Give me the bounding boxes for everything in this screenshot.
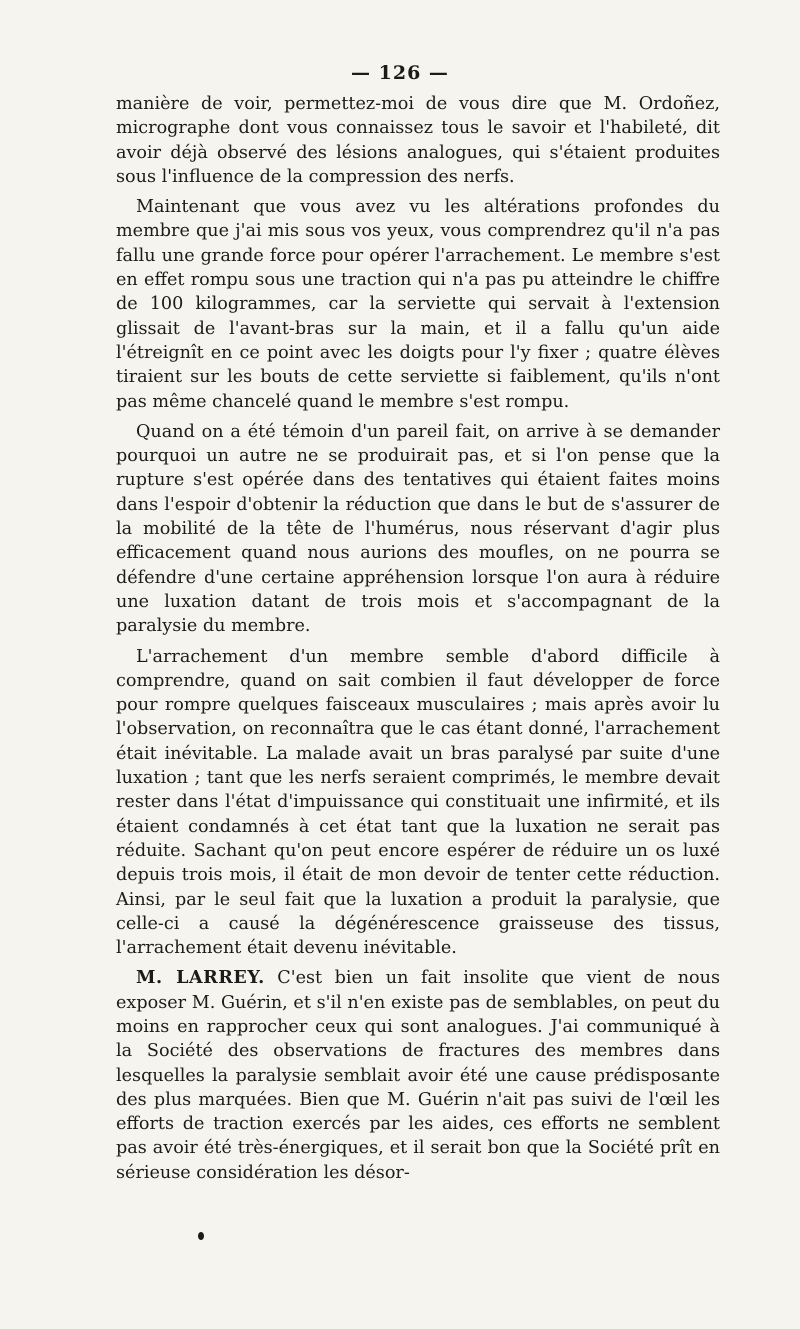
body-text bbox=[116, 92, 720, 1191]
page-number: — 126 — bbox=[351, 62, 449, 84]
speaker-name: M. LARREY. bbox=[136, 967, 265, 989]
paragraph-larrey bbox=[116, 966, 720, 1185]
paragraph-arrachement-force: Maintenant que vous avez vu les altérations profondes du membre que j'ai mis sous vos yeux, vous comprendrez qu'il n'a pas fallu une grande force pour opérer l'arrachement. Le membre s'est en effet rompu sous une traction qui n'a pas pu atteindre le chiffre de 100 kilogrammes, car la serviette qui servait à l'extension glissait de l'avant-bras sur la main, et il a fallu qu'un aide l'étreignît en ce point avec les doigts pour l'y fixer ; quatre élèves tiraient sur les bouts de cette serviette si faiblement, qu'ils n'ont pas même chancelé quand le membre s'est rompu. bbox=[116, 197, 720, 412]
paragraph-arrachement-comprendre: L'arrachement d'un membre semble d'abord difficile à comprendre, quand on sait combien il faut développer de force pour rompre quelques faisceaux musculaires ; mais après avoir lu l'observation, on reconnaîtra que le cas étant donné, l'arrachement était inévitable. La malade avait un bras paralysé par suite d'une luxation ; tant que les nerfs seraient comprimés, le membre devait rester dans l'état d'impuissance qui constituait une infirmité, et ils étaient condamnés à cet état tant que la luxation ne serait pas réduite. Sachant qu'on peut encore espérer de réduire un os luxé depuis trois mois, il était de mon devoir de tenter cette réduction. Ainsi, par le seul fait que la luxation a produit la paralysie, que celle-ci a causé la dégénérescence graisseuse des tissus, l'arrachement était devenu inévitable. bbox=[116, 646, 720, 959]
paragraph-continuation: manière de voir, permettez-moi de vous dire que M. Ordoñez, micrographe dont vous connaissez tous le savoir et l'habileté, dit avoir déjà observé des lésions analogues, qui s'étaient produites sous l'influence de la compression des nerfs. bbox=[116, 94, 720, 187]
speaker-text: C'est bien un fait insolite que vient de nous exposer M. Guérin, et s'il n'en existe pas de semblables, on peut du moins en rapprocher ceux qui sont analogues. J'ai communiqué à la Société des observations de fractures des membres dans lesquelles la paralysie semblait avoir été une cause prédisposante des plus marquées. Bien que M. Guérin n'ait pas suivi de l'œil les efforts de traction exercés par les aides, ces efforts ne semblent pas avoir été très-énergiques, et il serait bon que la Société prît en sérieuse considération les désor- bbox=[116, 968, 720, 1183]
paragraph-temoin: Quand on a été témoin d'un pareil fait, on arrive à se demander pourquoi un autre ne se produirait pas, et si l'on pense que la rupture s'est opérée dans des tentatives qui étaient faites moins dans l'espoir d'obtenir la réduction que dans le but de s'assurer de la mobilité de la tête de l'humérus, nous réservant d'agir plus efficacement quand nous aurions des moufles, on ne pourra se défendre d'une certaine appréhension lorsque l'on aura à réduire une luxation datant de trois mois et s'accompagnant de la paralysie du membre. bbox=[116, 421, 720, 637]
ink-speck bbox=[198, 1232, 204, 1240]
